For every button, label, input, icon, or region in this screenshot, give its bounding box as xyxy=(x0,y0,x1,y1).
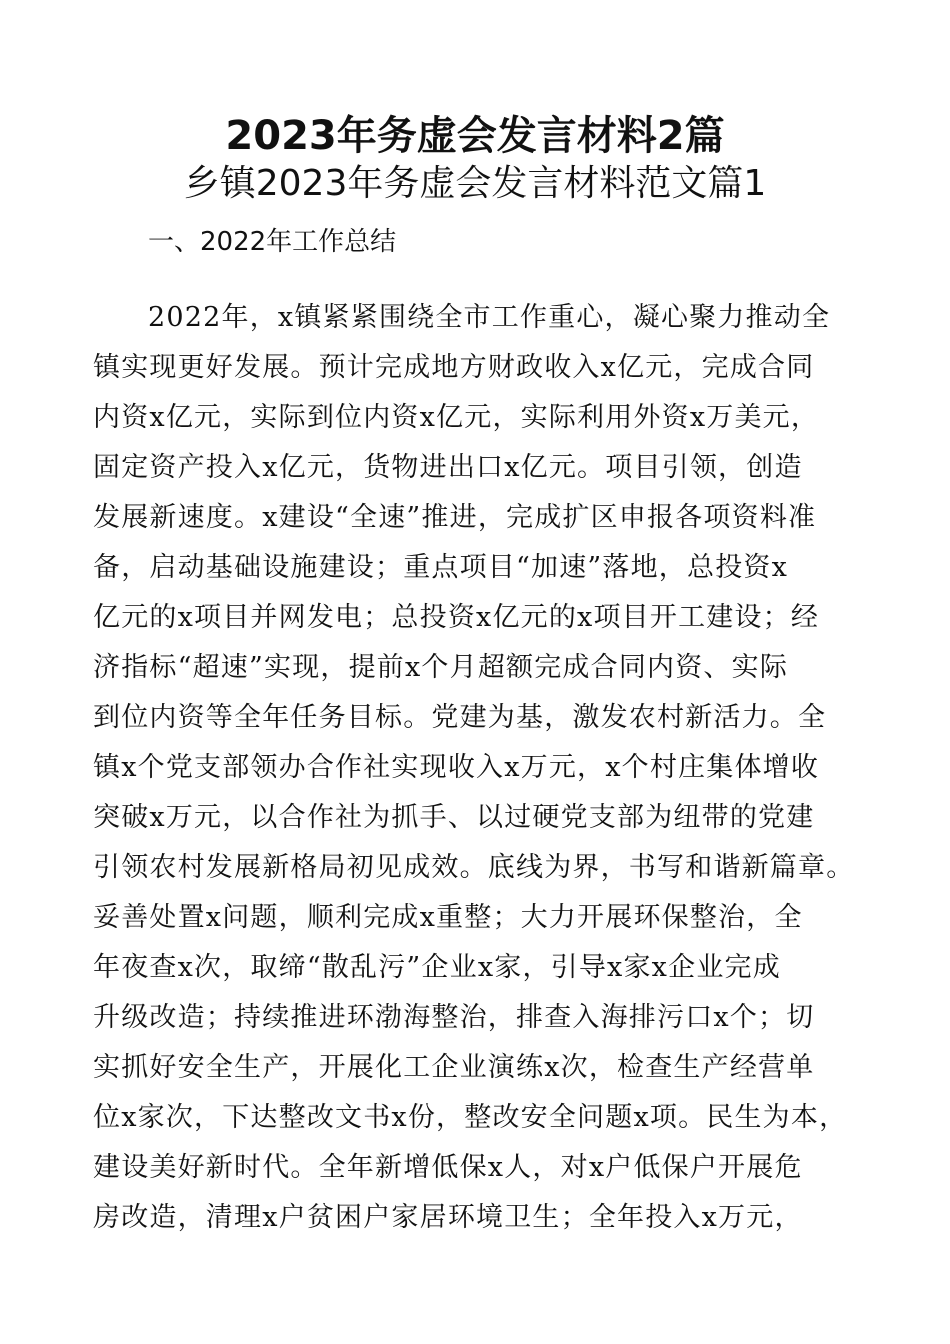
paragraph-line: 镇x个党支部领办合作社实现收入x万元，x个村庄集体增收 xyxy=(93,752,820,783)
paragraph-line: 发展新速度。x建设“全速”推进，完成扩区申报各项资料准 xyxy=(93,502,817,533)
paragraph-line: 房改造，清理x户贫困户家居环境卫生；全年投入x万元， xyxy=(93,1202,803,1233)
document-subtitle: 乡镇2023年务虚会发言材料范文篇1 xyxy=(183,163,767,204)
document-title: 2023年务虚会发言材料2篇 xyxy=(225,113,725,159)
paragraph-line: 备，启动基础设施建设；重点项目“加速”落地，总投资x xyxy=(93,552,789,583)
paragraph-line: 升级改造；持续推进环渤海整治，排查入海排污口x个；切 xyxy=(93,1002,815,1033)
paragraph-line: 到位内资等全年任务目标。党建为基，激发农村新活力。全 xyxy=(93,702,827,733)
paragraph-line: 妥善处置x问题，顺利完成x重整；大力开展环保整治，全 xyxy=(93,902,803,933)
paragraph-line: 济指标“超速”实现，提前x个月超额完成合同内资、实际 xyxy=(93,652,789,683)
paragraph-line: 突破x万元，以合作社为抓手、以过硬党支部为纽带的党建 xyxy=(93,802,815,833)
paragraph-line: 2022年，x镇紧紧围绕全市工作重心，凝心聚力推动全 xyxy=(148,302,831,333)
paragraph-line: 年夜查x次，取缔“散乱污”企业x家，引导x家x企业完成 xyxy=(93,952,781,983)
paragraph-line: 实抓好安全生产，开展化工企业演练x次，检查生产经营单 xyxy=(93,1052,815,1083)
paragraph-line: 固定资产投入x亿元，货物进出口x亿元。项目引领，创造 xyxy=(93,452,803,483)
paragraph-line: 镇实现更好发展。预计完成地方财政收入x亿元，完成合同 xyxy=(93,352,815,383)
paragraph-line: 建设美好新时代。全年新增低保x人，对x户低保户开展危 xyxy=(93,1152,803,1183)
paragraph-line: 引领农村发展新格局初见成效。底线为界，书写和谐新篇章。 xyxy=(93,852,855,883)
section-heading: 一、2022年工作总结 xyxy=(148,227,397,257)
paragraph-line: 内资x亿元，实际到位内资x亿元，实际利用外资x万美元， xyxy=(93,402,820,433)
paragraph-line: 亿元的x项目并网发电；总投资x亿元的x项目开工建设；经 xyxy=(93,602,820,633)
paragraph-line: 位x家次，下达整改文书x份，整改安全问题x项。民生为本， xyxy=(93,1102,848,1133)
